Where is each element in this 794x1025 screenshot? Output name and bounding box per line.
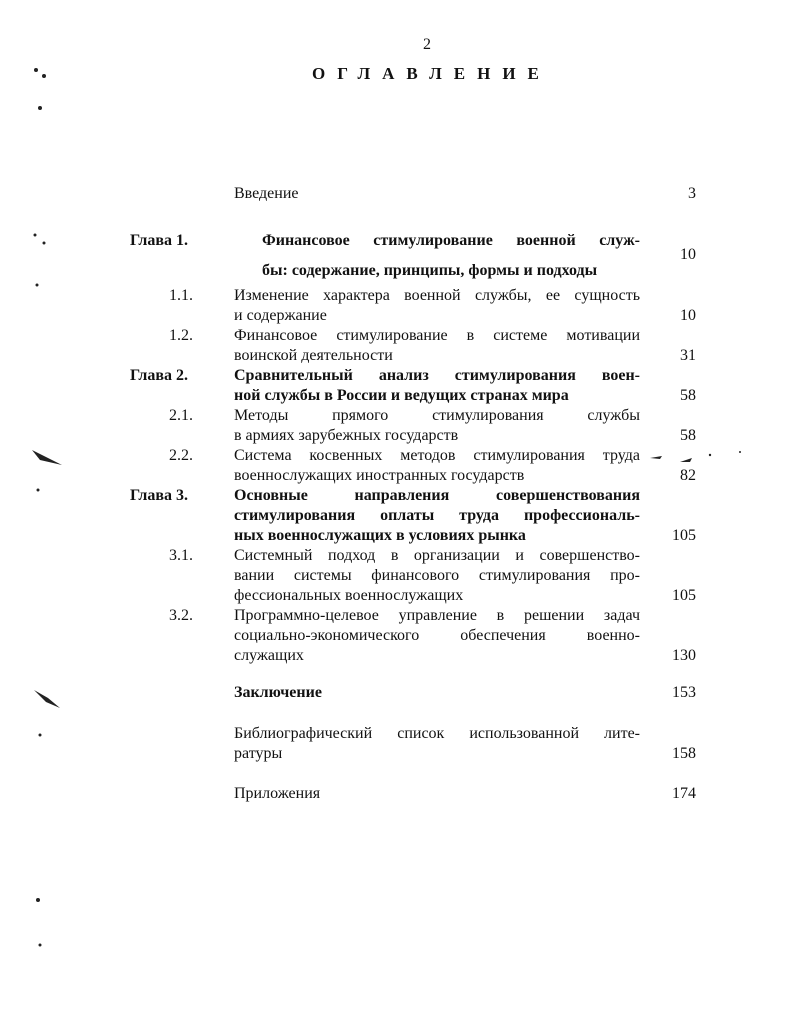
toc-entry-line: Изменение характера военной службы, ее сущность xyxy=(234,287,640,304)
toc-entry-label: 3.2. xyxy=(169,607,193,624)
toc-entry-line: Финансовое стимулирование военной служ- xyxy=(262,232,640,249)
toc-entry-page: 10 xyxy=(680,307,696,324)
toc-entry-page: 105 xyxy=(672,587,696,604)
toc-entry-page: 153 xyxy=(672,684,696,701)
toc-entry-line: Основные направления совершенствования xyxy=(234,487,640,504)
toc-entry-page: 3 xyxy=(688,185,696,202)
toc-entry-line: Библиографический список использованной лите- xyxy=(234,725,640,742)
toc-entry-label: 1.1. xyxy=(169,287,193,304)
toc-entry-title xyxy=(234,446,640,486)
toc-entry-line: ной службы в России и ведущих странах мира xyxy=(234,387,569,404)
toc-entry-line: Программно-целевое управление в решении задач xyxy=(234,607,640,624)
toc-entry-page: 158 xyxy=(672,745,696,762)
toc-entry-label: 1.2. xyxy=(169,327,193,344)
toc-entry-line: воинской деятельности xyxy=(234,347,393,364)
toc-entry-line: военнослужащих иностранных государств xyxy=(234,467,525,484)
toc-entry-title xyxy=(234,784,640,804)
toc-entry-title xyxy=(234,486,640,546)
toc-entry-line: стимулирования оплаты труда профессиональ- xyxy=(234,507,640,524)
toc-entry-line: вании системы финансового стимулирования про- xyxy=(234,567,640,584)
page-number: 2 xyxy=(423,36,431,53)
toc-entry-line: служащих xyxy=(234,647,304,664)
toc-entry-line: фессиональных военнослужащих xyxy=(234,587,464,604)
toc-entry-page: 105 xyxy=(672,527,696,544)
toc-entry-page: 10 xyxy=(680,246,696,263)
toc-entry-title xyxy=(234,724,640,764)
toc-entry-line: социально-экономического обеспечения военно- xyxy=(234,627,640,644)
toc-entry-title xyxy=(234,184,640,204)
toc-entry-title xyxy=(234,286,640,326)
toc-entry-line: Сравнительный анализ стимулирования воен- xyxy=(234,367,640,384)
toc-entry-line: Финансовое стимулирование в системе мотивации xyxy=(234,327,640,344)
toc-entry-line: Система косвенных методов стимулирования труда xyxy=(234,447,640,464)
toc-entry-page: 31 xyxy=(680,347,696,364)
toc-entry-line: Приложения xyxy=(234,785,321,802)
toc-entry-line: бы: содержание, принципы, формы и подходы xyxy=(262,262,598,279)
toc-entry-line: Методы прямого стимулирования службы xyxy=(234,407,640,424)
toc-entry-line: Введение xyxy=(234,185,299,202)
toc-entry-label: 3.1. xyxy=(169,547,193,564)
toc-entry-line: Заключение xyxy=(234,684,322,701)
toc-entry-line: в армиях зарубежных государств xyxy=(234,427,459,444)
toc-entry-line: Системный подход в организации и совершенство- xyxy=(234,547,640,564)
toc-entry-label: 2.1. xyxy=(169,407,193,424)
toc-entry-page: 58 xyxy=(680,427,696,444)
toc-entry-page: 58 xyxy=(680,387,696,404)
toc-entry-title xyxy=(262,226,640,286)
toc-entry-label: Глава 1. xyxy=(130,232,188,249)
toc-entry-title xyxy=(234,366,640,406)
toc-entry-label: Глава 2. xyxy=(130,367,188,384)
toc-entry-title xyxy=(234,326,640,366)
toc-entry-title xyxy=(234,683,640,703)
toc-entry-label: Глава 3. xyxy=(130,487,188,504)
toc-entry-label: 2.2. xyxy=(169,447,193,464)
toc-entry-page: 130 xyxy=(672,647,696,664)
toc-entry-line: и содержание xyxy=(234,307,327,324)
toc-entry-page: 82 xyxy=(680,467,696,484)
toc-entry-title xyxy=(234,546,640,606)
toc-entry-line: ных военнослужащих в условиях рынка xyxy=(234,527,526,544)
toc-entry-page: 174 xyxy=(672,785,696,802)
toc-entry-line: ратуры xyxy=(234,745,283,762)
toc-entry-title xyxy=(234,406,640,446)
toc-heading: ОГЛАВЛЕНИЕ xyxy=(312,64,551,83)
toc-entry-title xyxy=(234,606,640,666)
